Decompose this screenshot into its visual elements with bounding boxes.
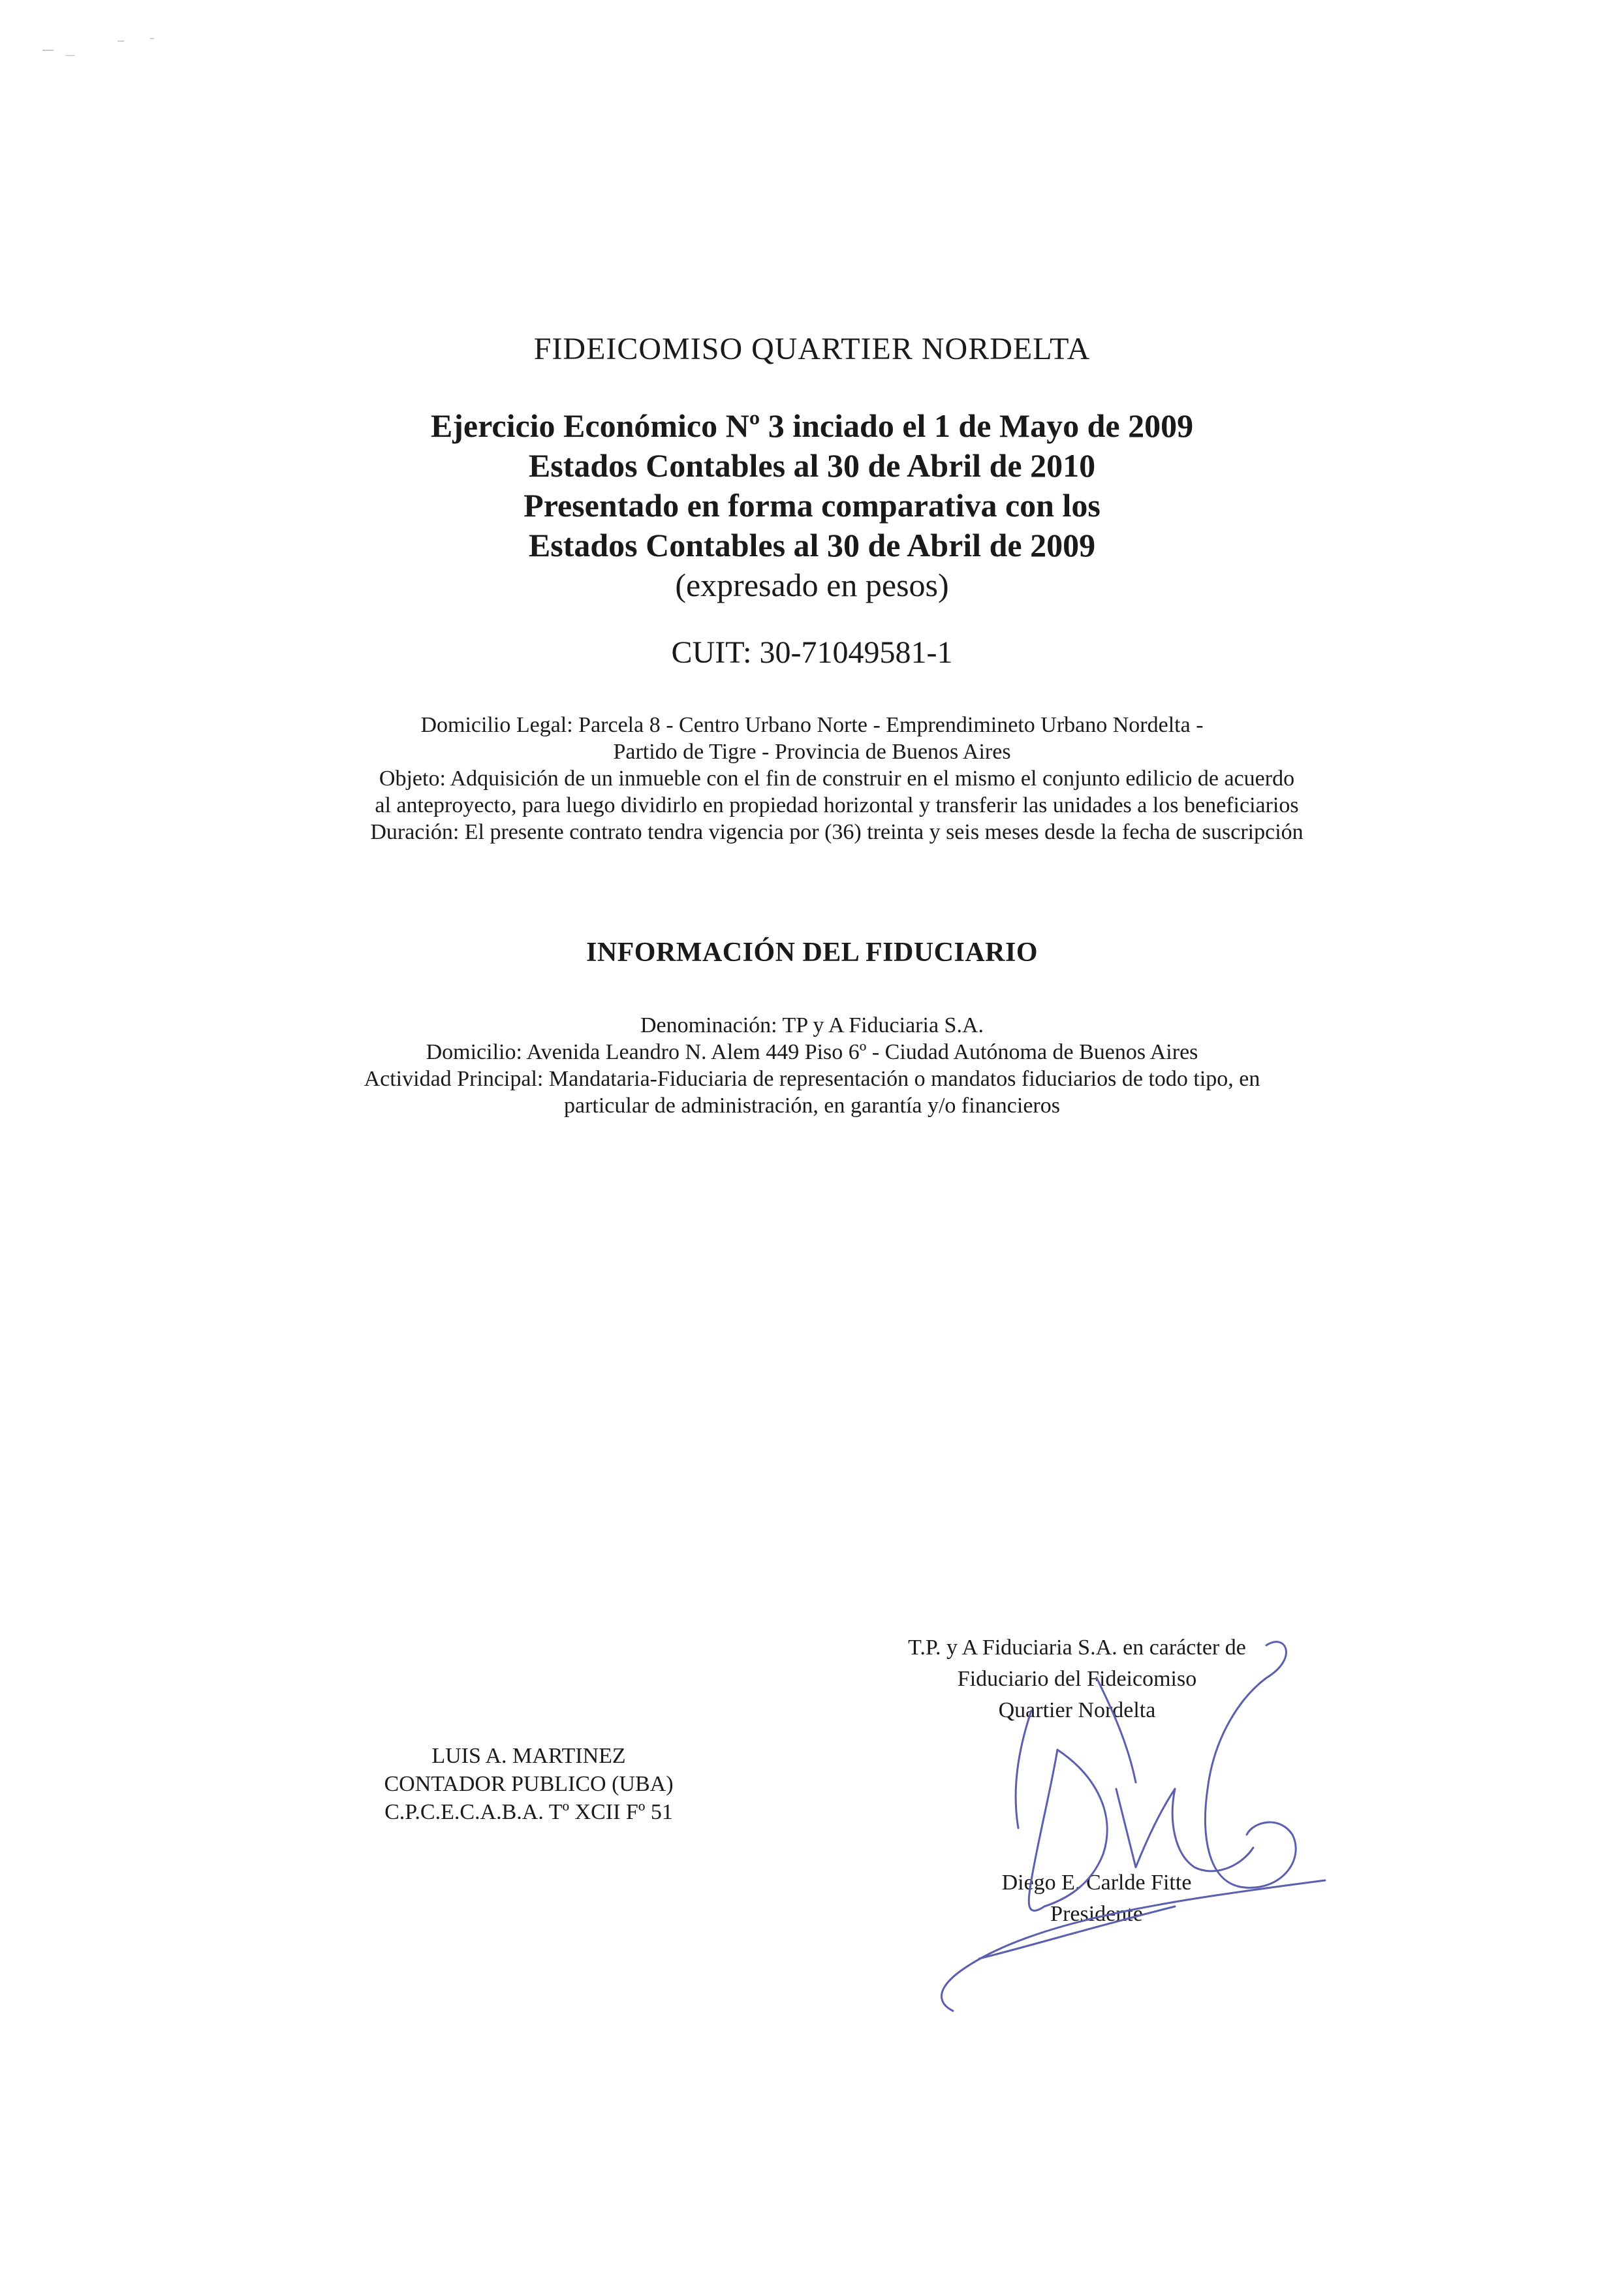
caracter-line: Fiduciario del Fideicomiso: [957, 1667, 1197, 1691]
signer-title: Presidente: [1050, 1902, 1143, 1926]
objeto-line: Objeto: Adquisición de un inmueble con el fin de construir en el mismo el conjunto edilicio de acuerdo: [379, 766, 1295, 791]
domicilio-line: Partido de Tigre - Provincia de Buenos Aires: [613, 740, 1011, 764]
signer-name: Diego E. Carlde Fitte: [1001, 1871, 1192, 1895]
currency-note: (expresado en pesos): [675, 567, 949, 603]
signer-caption: [933, 1867, 1260, 1930]
contador-title: CONTADOR PUBLICO (UBA): [384, 1772, 674, 1796]
objeto-line: al anteproyecto, para luego dividirlo en propiedad horizontal y transferir las unidades a los beneficiarios: [375, 793, 1299, 817]
fiduciario-signature-caption: [849, 1632, 1305, 1726]
signature-stroke: [1116, 1789, 1175, 1867]
subtitle-line: Ejercicio Económico Nº 3 inciado el 1 de Mayo de 2009: [430, 407, 1194, 444]
signature-stroke: [1016, 1711, 1031, 1828]
objeto-duracion: [347, 765, 1326, 845]
duracion-line: Duración: El presente contrato tendra vigencia por (36) treinta y seis meses desde la fecha de suscripción: [370, 820, 1304, 844]
domicilio-legal: [0, 712, 1624, 765]
fiduciario-section-title: INFORMACIÓN DEL FIDUCIARIO: [586, 938, 1038, 968]
contador-signature-block: [326, 1742, 731, 1826]
subtitle-line: Estados Contables al 30 de Abril de 2009: [528, 527, 1096, 563]
fiduciario-line: particular de administración, en garantía y/o financieros: [564, 1094, 1060, 1118]
scan-artifact: [39, 36, 157, 62]
caracter-line: Quartier Nordelta: [998, 1698, 1156, 1722]
signature-stroke: [1172, 1789, 1253, 1871]
subtitle-line: Presentado en forma comparativa con los: [523, 487, 1101, 524]
caracter-line: T.P. y A Fiduciaria S.A. en carácter de: [908, 1635, 1246, 1660]
domicilio-line: Domicilio Legal: Parcela 8 - Centro Urbano Norte - Emprendimineto Urbano Nordelta -: [420, 713, 1204, 737]
period-header: [0, 406, 1624, 605]
contador-registration: C.P.C.E.C.A.B.A. Tº XCII Fº 51: [384, 1800, 673, 1824]
cuit-number: CUIT: 30-71049581-1: [671, 635, 953, 670]
document-title: FIDEICOMISO QUARTIER NORDELTA: [533, 332, 1091, 366]
fiduciario-line: Actividad Principal: Mandataria-Fiduciaria de representación o mandatos fiduciarios de todo tipo, en: [364, 1067, 1260, 1091]
fiduciario-line: Domicilio: Avenida Leandro N. Alem 449 Piso 6º - Ciudad Autónoma de Buenos Aires: [426, 1040, 1198, 1064]
fiduciario-info: [0, 1012, 1624, 1119]
subtitle-line: Estados Contables al 30 de Abril de 2010: [528, 447, 1096, 484]
fiduciario-line: Denominación: TP y A Fiduciaria S.A.: [640, 1013, 984, 1037]
contador-name: LUIS A. MARTINEZ: [431, 1744, 626, 1768]
